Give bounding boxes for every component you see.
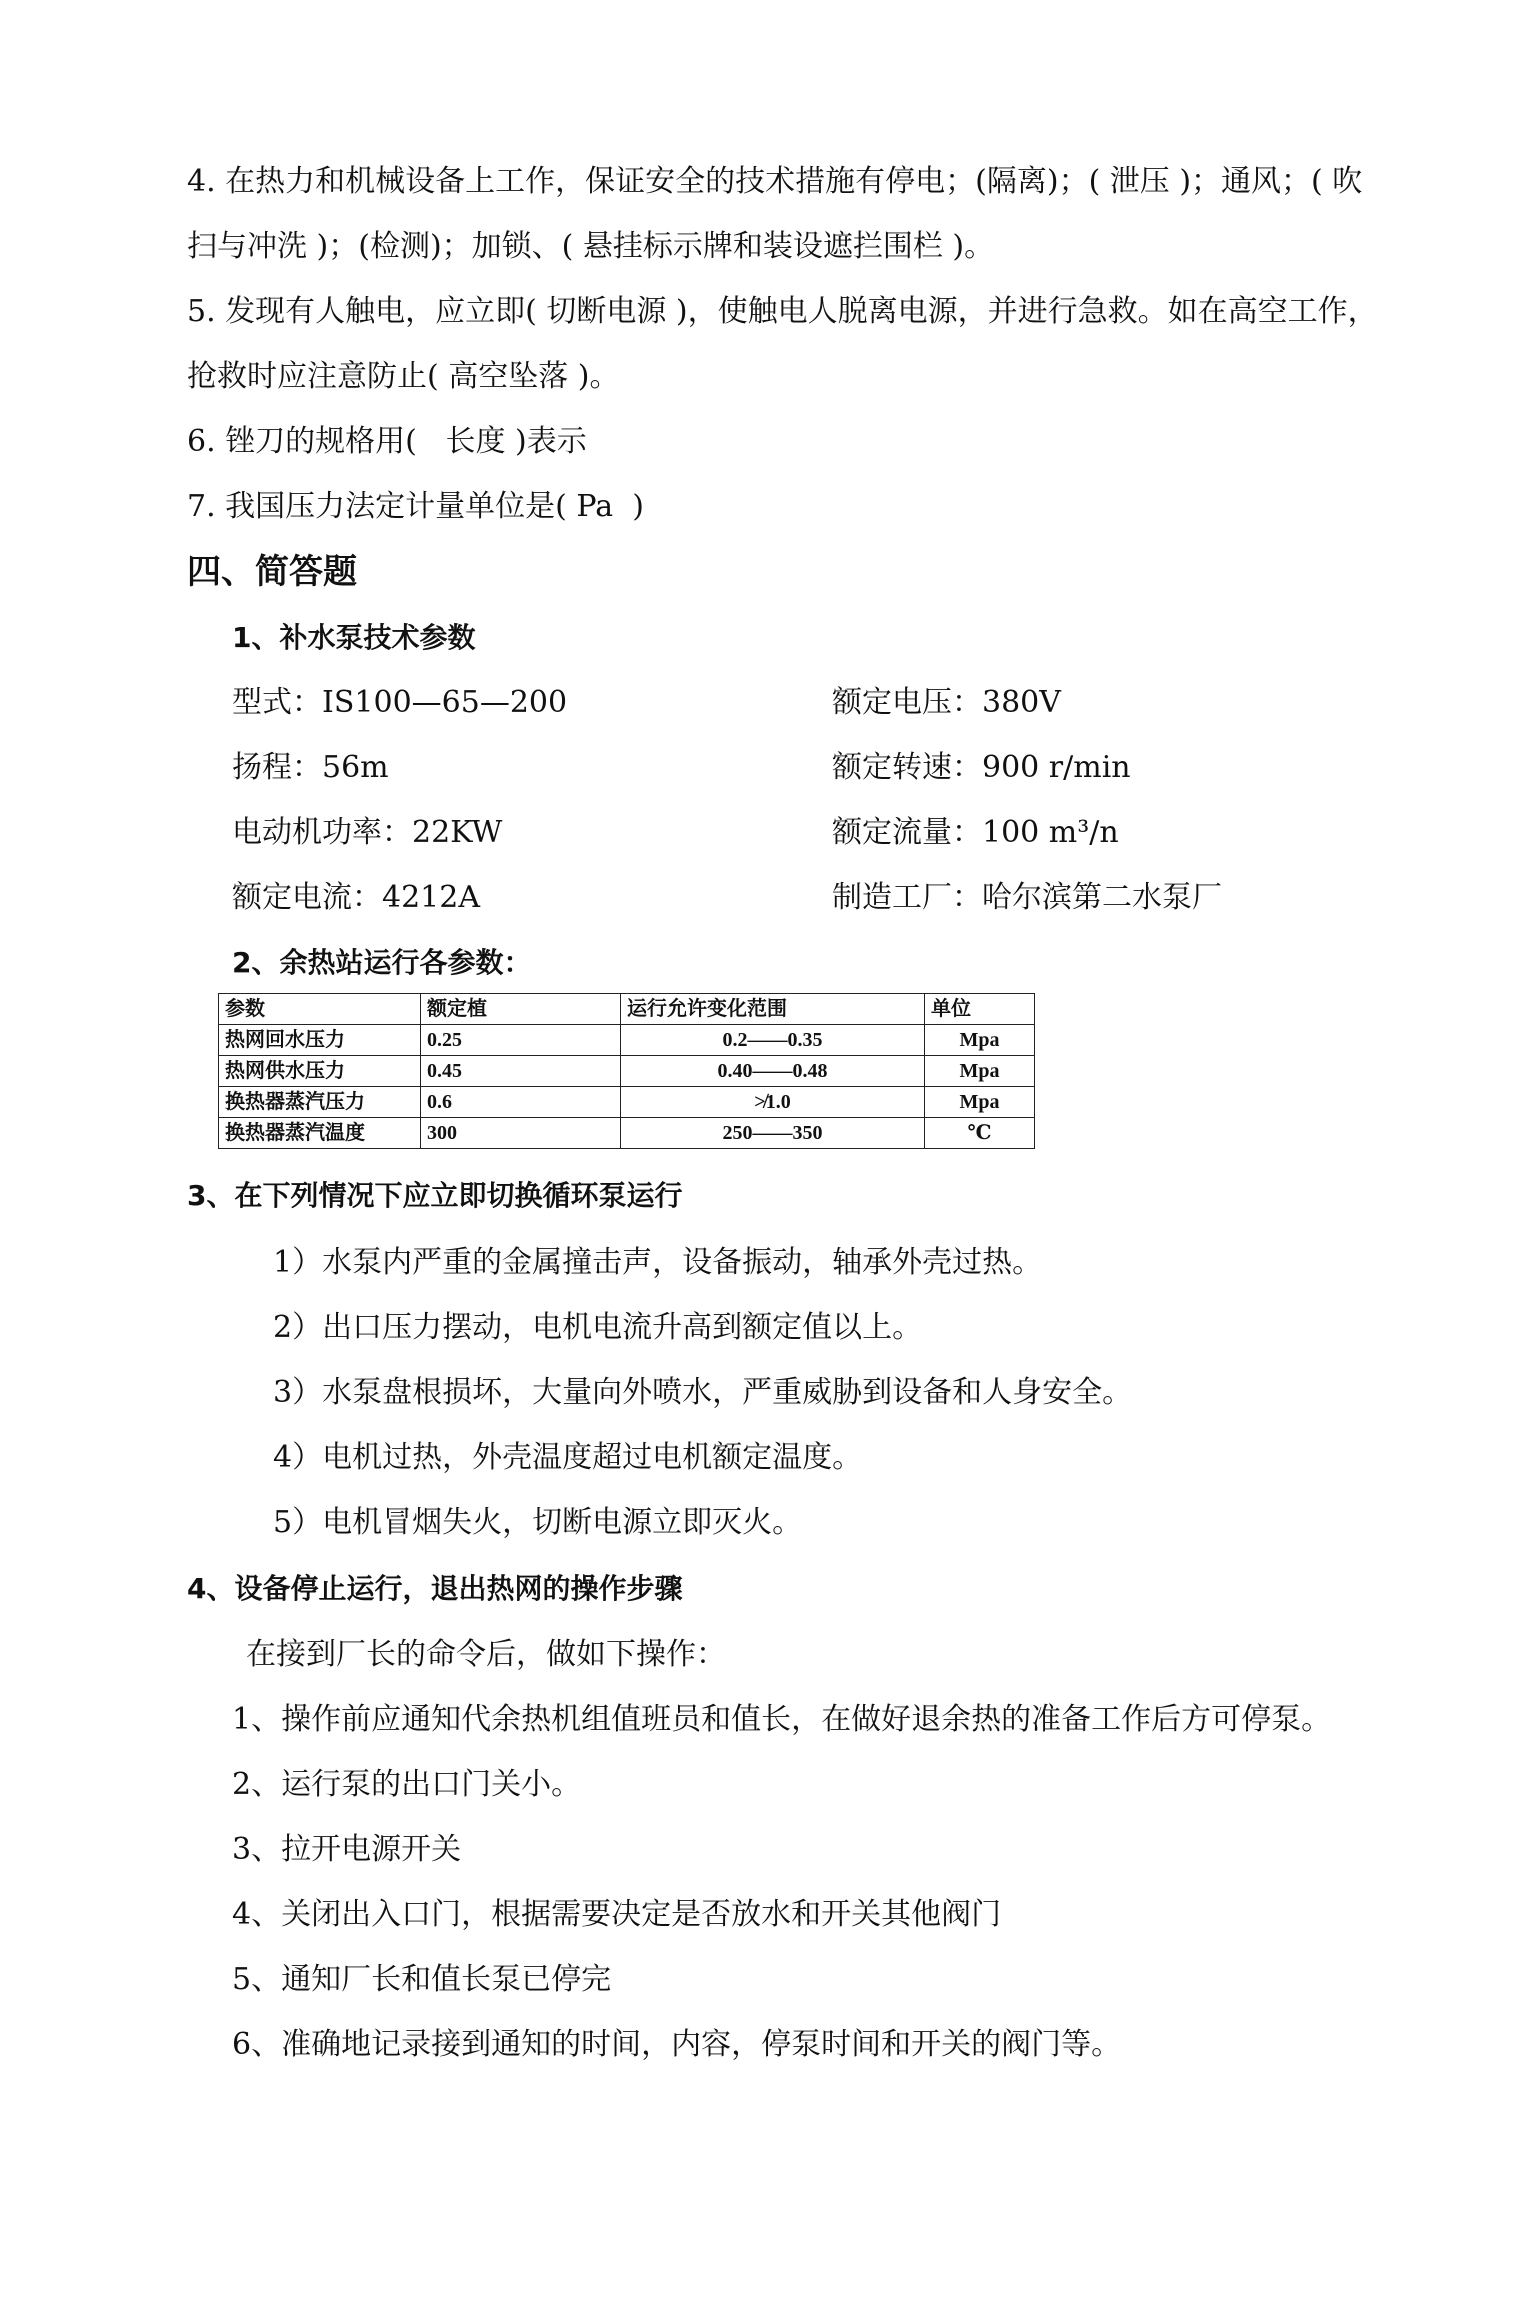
table-cell: 热网回水压力 bbox=[219, 1025, 421, 1056]
q4-intro: 在接到厂长的命令后，做如下操作： bbox=[246, 1637, 726, 1672]
param-motor-power: 电动机功率：22KW bbox=[232, 815, 503, 850]
table-cell: 0.45 bbox=[421, 1056, 621, 1087]
q3-item-2: 2）出口压力摆动，电机电流升高到额定值以上。 bbox=[273, 1310, 923, 1345]
q3-item-4: 4）电机过热，外壳温度超过电机额定温度。 bbox=[273, 1440, 863, 1475]
parameters-table bbox=[218, 993, 1035, 1149]
table-cell: 300 bbox=[421, 1118, 621, 1149]
section-title: 四、简答题 bbox=[187, 552, 357, 592]
table-cell: 换热器蒸汽压力 bbox=[219, 1087, 421, 1118]
q4-step-3: 3、拉开电源开关 bbox=[232, 1832, 462, 1867]
q4-step-5: 5、通知厂长和值长泵已停完 bbox=[232, 1962, 612, 1997]
table-header-cell: 额定植 bbox=[421, 994, 621, 1025]
table-cell: 0.6 bbox=[421, 1087, 621, 1118]
q3-item-3: 3）水泵盘根损坏，大量向外喷水，严重威胁到设备和人身安全。 bbox=[273, 1375, 1133, 1410]
table-cell: 0.2——0.35 bbox=[621, 1025, 925, 1056]
blank-question-5-line-1: 5. 发现有人触电，应立即( 切断电源 )，使触电人脱离电源，并进行急救。如在高空工作， bbox=[187, 294, 1378, 329]
blank-question-4-line-2: 扫与冲洗 )；(检测)；加锁、( 悬挂标示牌和装设遮拦围栏 )。 bbox=[187, 229, 995, 264]
q4-step-1: 1、操作前应通知代余热机组值班员和值长，在做好退余热的准备工作后方可停泵。 bbox=[232, 1702, 1332, 1737]
table-cell: Mpa bbox=[925, 1056, 1035, 1087]
table-row bbox=[219, 1118, 1035, 1149]
q4-step-6: 6、准确地记录接到通知的时间，内容，停泵时间和开关的阀门等。 bbox=[232, 2027, 1122, 2062]
table-row bbox=[219, 1087, 1035, 1118]
q3-item-1: 1）水泵内严重的金属撞击声，设备振动，轴承外壳过热。 bbox=[273, 1245, 1043, 1280]
table-cell: 250——350 bbox=[621, 1118, 925, 1149]
q4-step-2: 2、运行泵的出口门关小。 bbox=[232, 1767, 582, 1802]
q4-title: 4、设备停止运行，退出热网的操作步骤 bbox=[187, 1572, 683, 1605]
param-rated-flow: 额定流量：100 m³/n bbox=[832, 815, 1119, 850]
table-cell: Mpa bbox=[925, 1087, 1035, 1118]
blank-question-6: 6. 锉刀的规格用( 长度 )表示 bbox=[187, 424, 587, 459]
blank-question-7: 7. 我国压力法定计量单位是( Pa ) bbox=[187, 489, 644, 524]
table-cell: Mpa bbox=[925, 1025, 1035, 1056]
q3-item-5: 5）电机冒烟失火，切断电源立即灭火。 bbox=[273, 1505, 803, 1540]
q1-title: 1、补水泵技术参数 bbox=[232, 621, 476, 654]
param-rated-voltage: 额定电压：380V bbox=[832, 685, 1061, 720]
blank-question-4-line-1: 4. 在热力和机械设备上工作，保证安全的技术措施有停电；(隔离)；( 泄压 )；通风；( 吹 bbox=[187, 164, 1363, 199]
param-manufacturer: 制造工厂：哈尔滨第二水泵厂 bbox=[832, 880, 1222, 915]
q2-title: 2、余热站运行各参数： bbox=[232, 946, 532, 979]
table-row bbox=[219, 1056, 1035, 1087]
table-cell: 0.25 bbox=[421, 1025, 621, 1056]
table-cell: ℃ bbox=[925, 1118, 1035, 1149]
table-row bbox=[219, 1025, 1035, 1056]
table-header-cell: 单位 bbox=[925, 994, 1035, 1025]
table-cell: 热网供水压力 bbox=[219, 1056, 421, 1087]
table-header-row bbox=[219, 994, 1035, 1025]
blank-question-5-line-2: 抢救时应注意防止( 高空坠落 )。 bbox=[187, 359, 620, 394]
param-head: 扬程：56m bbox=[232, 750, 389, 785]
q4-step-4: 4、关闭出入口门，根据需要决定是否放水和开关其他阀门 bbox=[232, 1897, 1002, 1932]
table-header-cell: 参数 bbox=[219, 994, 421, 1025]
table-cell: 换热器蒸汽温度 bbox=[219, 1118, 421, 1149]
table-cell: 0.40——0.48 bbox=[621, 1056, 925, 1087]
table-cell: ≯1.0 bbox=[621, 1087, 925, 1118]
param-pump-type: 型式：IS100—65—200 bbox=[232, 685, 568, 720]
param-rated-speed: 额定转速：900 r/min bbox=[832, 750, 1131, 785]
table-header-cell: 运行允许变化范围 bbox=[621, 994, 925, 1025]
param-rated-current: 额定电流：4212A bbox=[232, 880, 481, 915]
q3-title: 3、在下列情况下应立即切换循环泵运行 bbox=[187, 1179, 683, 1212]
